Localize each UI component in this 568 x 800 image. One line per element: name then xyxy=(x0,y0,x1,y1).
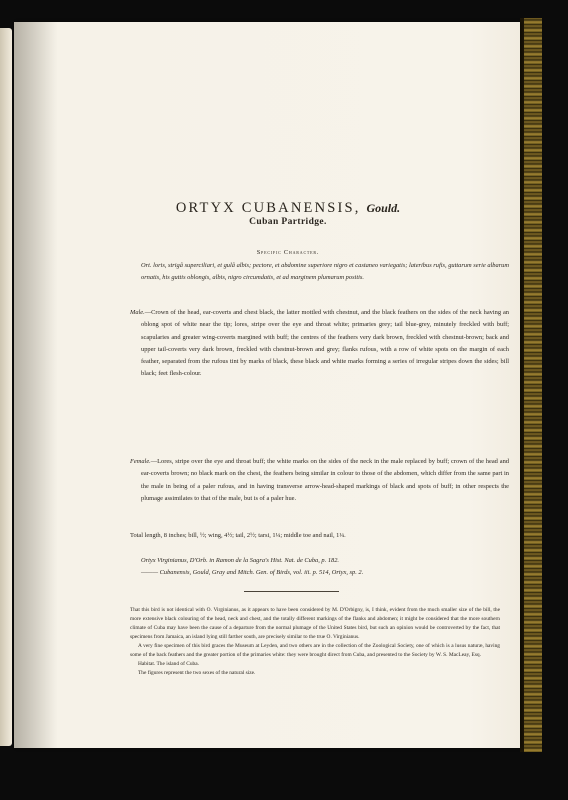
total-length: Total length, 8 inches; bill, ½; wing, 4½; tail, 2½; tarsi, 1¼; middle toe and nail, 1¼. xyxy=(130,532,346,539)
habitat: Habitat. The island of Cuba. xyxy=(138,661,199,667)
section-heading: Specific Character. xyxy=(256,249,320,256)
species-author: Gould. xyxy=(366,201,401,215)
species-name: ORTYX CUBANENSIS, xyxy=(175,200,361,216)
notes-block xyxy=(130,606,500,678)
synonymy xyxy=(130,555,498,578)
male-description xyxy=(130,307,509,381)
note-paragraph-2: A very fine specimen of this bird graces the Museum at Leyden, and two others are in the collection of the Zoological Society, one of which is a lusus naturæ, having some of the back feathers and the greater portion of the primaries white: they were brought direct from Cuba, and presented to the Society by W. S. MacLeay, Esq. xyxy=(130,643,500,658)
board-edge-shadow xyxy=(520,18,524,752)
common-name: Cuban Partridge. xyxy=(249,217,327,227)
female-text: —Lores, stripe over the eye and throat buff; the white marks on the sides of the neck in the male replaced by buff; crown of the head and ear-coverts brown; no black mark on the chest, the feathers being similar in colour to those of the abdomen, which differ from the same part in the male in being of a paler rufous, and in having transverse arrow-head-shaped markings of black and spots of buff; in other respects the plumage assimilates to that of the male, but is of a paler hue. xyxy=(141,458,509,502)
male-text: —Crown of the head, ear-coverts and chest black, the latter mottled with chestnut, and the black feathers on the sides of the neck having an oblong spot of white near the tip; lores, stripe over the eye and throat white; primaries grey; tail blue-grey, minutely freckled with buff; scapularies and greater wing-coverts margined with buff; the centres of the feathers very dark brown, freckled with chestnut-brown; back and upper tail-coverts very dark brown, freckled with chestnut-brown and grey; flanks rufous, with a row of white spots on the margin of each feather, separated from the rufous tint by marks of black, these black and white marks forming a series of irregular stripes down the sides; bill black; feet flesh-colour. xyxy=(141,309,509,378)
figures-note: The figures represent the two sexes of the natural size. xyxy=(138,670,256,676)
gutter-shadow xyxy=(14,22,58,748)
book-page xyxy=(14,22,520,748)
note-paragraph-1: That this bird is not identical with O. Virginianus, as it appears to have been considered by M. D'Orbigny, is, I think, evident from the much smaller size of the bill, the more extensive black colouring of the head, neck and chest, and the totally different markings of the flanks and abdomen; it might be considered that the more southern climate of Cuba may have been the cause of a departure from the normal plumage of the United States bird, but such an opinion would be controverted by the fact, that specimens from Jamaica, an island lying still farther south, are precisely similar to the true O. Virginianus. xyxy=(130,607,500,640)
divider-rule xyxy=(244,591,339,592)
species-title xyxy=(88,200,488,217)
synonym-1: Ortyx Virginianus, D'Orb. in Ramon de la Sagra's Hist. Nat. de Cuba, p. 182. xyxy=(141,557,339,564)
female-description xyxy=(130,456,509,505)
male-label: Male. xyxy=(130,309,145,316)
latin-description: Ort. loris, strigâ superciliari, et gulâ albis; pectore, et abdomine superiore nigro et castaneo variegatis; lateribus rufis, guttarum serie albarum ornatis, his guttis oblongis, albis, nigro circumdatis, et ad marginem plumarum positis. xyxy=(141,262,509,282)
female-label: Female. xyxy=(130,458,151,465)
synonym-2: ——— Cubanensis, Gould, Gray and Mitch. Gen. of Birds, vol. iii. p. 514, Ortyx, sp. 2. xyxy=(141,568,364,576)
facing-page-edge xyxy=(0,28,12,746)
